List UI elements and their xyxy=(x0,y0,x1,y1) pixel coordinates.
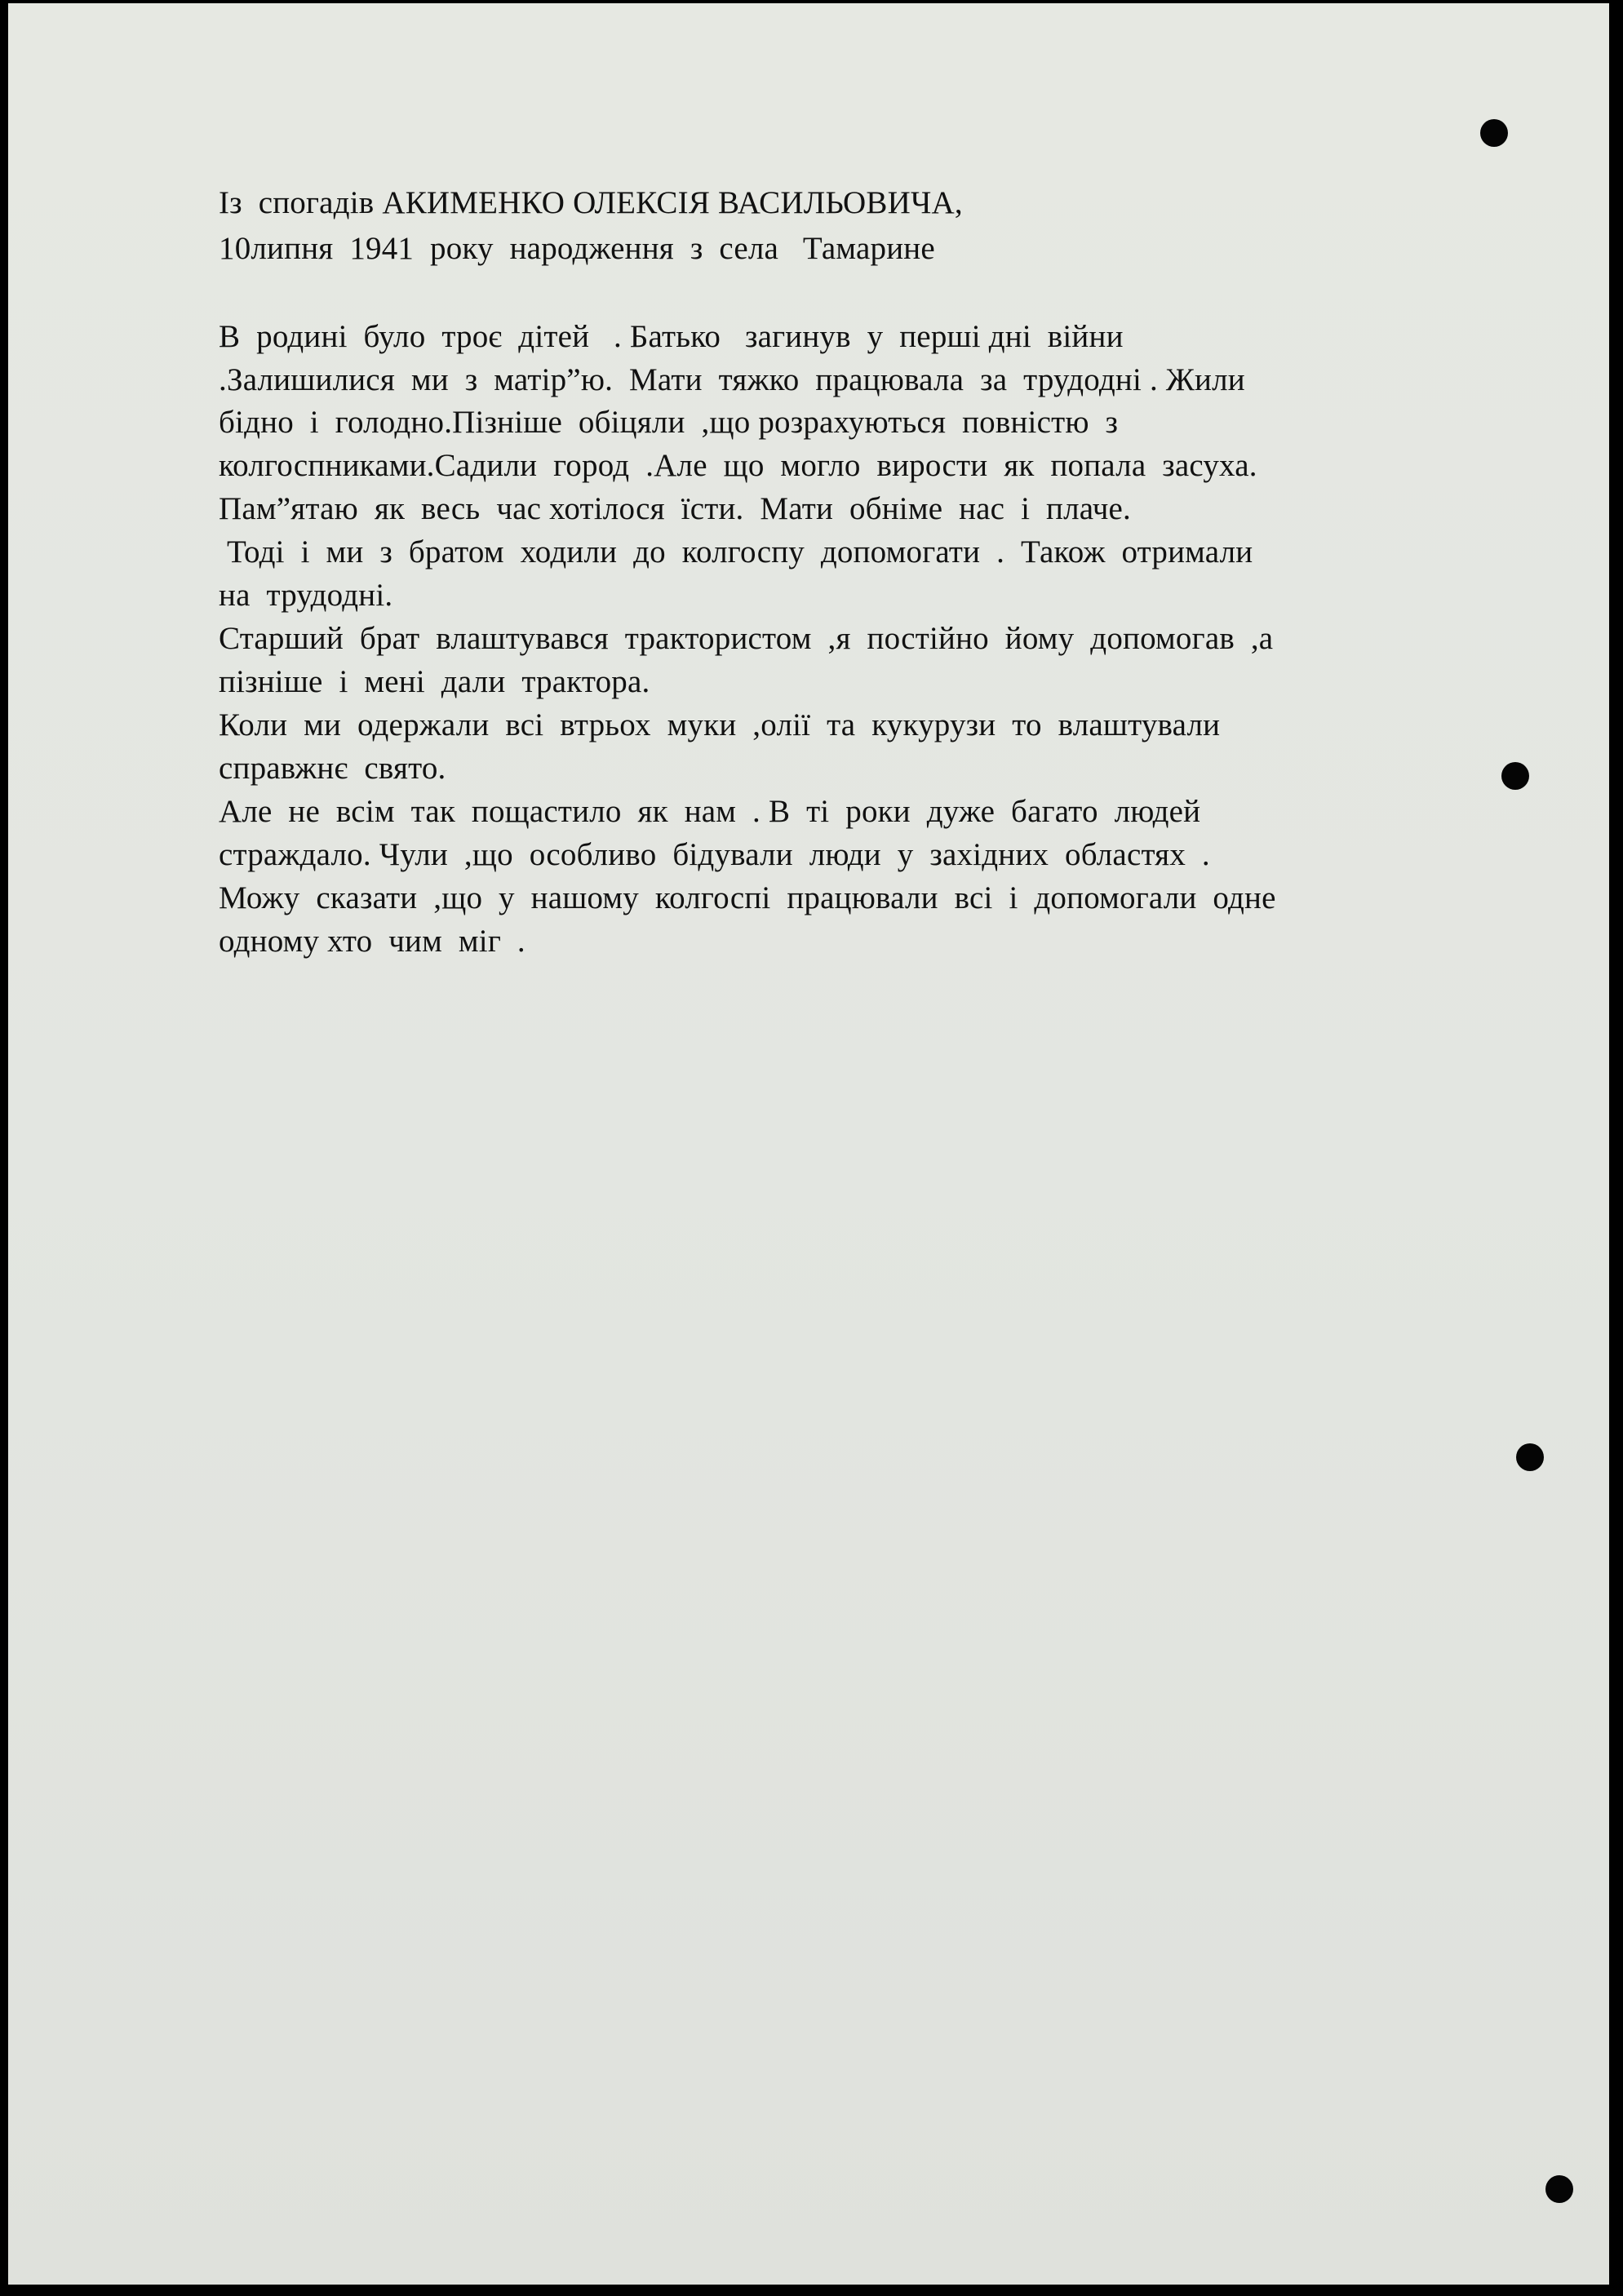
body-line: .Залишилися ми з матір”ю. Мати тяжко працювала за трудодні . Жили xyxy=(219,362,1245,397)
body-line: справжнє свято. xyxy=(219,751,446,786)
body-line: страждало. Чули ,що особливо бідували люди у західних областях . xyxy=(219,837,1210,872)
body-line: бідно і голодно.Пізніше обіцяли ,що розрахуються повністю з xyxy=(219,405,1119,440)
body-line: Тоді і ми з братом ходили до колгоспу допомогати . Також отримали xyxy=(219,534,1253,570)
body-line: В родині було троє дітей . Батько загинув у перші дні війни xyxy=(219,319,1124,354)
memoir-subtitle: 10липня 1941 року народження з села Тамарине xyxy=(219,231,935,266)
body-line: Пам”ятаю як весь час хотілося їсти. Мати обніме нас і плаче. xyxy=(219,491,1131,526)
body-line: Можу сказати ,що у нашому колгоспі працювали всі і допомогали одне xyxy=(219,880,1276,915)
memoir-title: Із спогадів АКИМЕНКО ОЛЕКСІЯ ВАСИЛЬОВИЧА, xyxy=(219,185,963,220)
body-line: Старший брат влаштувався трактористом ,я постійно йому допомогав ,а xyxy=(219,621,1274,656)
body-line: пізніше і мені дали трактора. xyxy=(219,664,650,699)
punch-hole xyxy=(1501,762,1529,790)
punch-hole xyxy=(1545,2175,1573,2203)
punch-hole xyxy=(1480,119,1508,147)
body-line: Коли ми одержали всі втрьох муки ,олії та кукурузи то влаштували xyxy=(219,707,1221,742)
document-page xyxy=(8,3,1609,2285)
body-line: одному хто чим міг . xyxy=(219,924,525,959)
body-line: на трудодні. xyxy=(219,578,393,613)
body-line: колгоспниками.Садили город .Але що могло вирости як попала засуха. xyxy=(219,448,1257,483)
body-line: Але не всім так пощастило як нам . В ті роки дуже багато людей xyxy=(219,794,1201,829)
punch-hole xyxy=(1516,1443,1544,1471)
